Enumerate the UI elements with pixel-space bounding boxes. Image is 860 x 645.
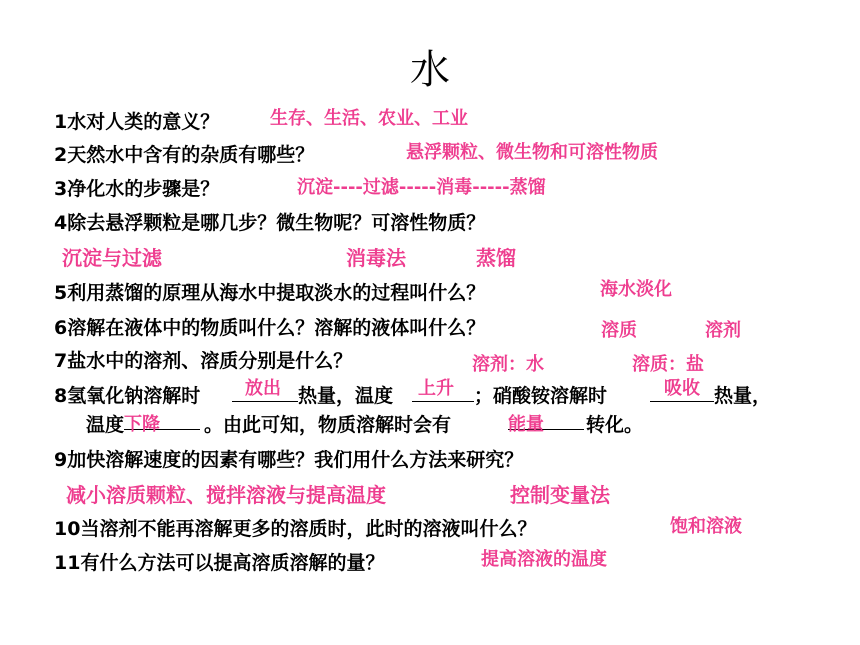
answer-4-microbes: 消毒法 — [346, 246, 406, 270]
answer-2: 悬浮颗粒、微生物和可溶性物质 — [406, 142, 658, 163]
question-2: 2天然水中含有的杂质有哪些？ — [54, 144, 315, 166]
answer-8-release: 放出 — [245, 378, 281, 399]
answer-9-method: 控制变量法 — [510, 483, 610, 507]
answer-1: 生存、生活、农业、工业 — [270, 108, 468, 129]
answer-4-soluble: 蒸馏 — [476, 246, 516, 270]
question-3: 3净化水的步骤是？ — [54, 178, 220, 200]
answer-8-rise: 上升 — [418, 378, 454, 399]
question-8-part-7: 转化。 — [586, 414, 644, 436]
page-title: 水 — [410, 47, 450, 93]
question-7: 7盐水中的溶剂、溶质分别是什么？ — [54, 350, 353, 372]
answer-3: 沉淀----过滤-----消毒-----蒸馏 — [297, 177, 546, 198]
question-10: 10当溶剂不能再溶解更多的溶质时，此时的溶液叫什么？ — [54, 518, 537, 540]
answer-8-energy: 能量 — [508, 414, 544, 435]
question-11: 11有什么方法可以提高溶质溶解的量？ — [54, 552, 385, 574]
question-8-part-6: 。由此可知，物质溶解时会有 — [204, 414, 452, 436]
question-1: 1水对人类的意义？ — [54, 111, 220, 133]
question-5: 5利用蒸馏的原理从海水中提取淡水的过程叫什么？ — [54, 282, 486, 304]
question-9: 9加快溶解速度的因素有哪些？我们用什么方法来研究？ — [54, 449, 524, 471]
answer-10: 饱和溶液 — [670, 516, 742, 537]
answer-7-solvent: 溶剂：水 — [472, 354, 544, 375]
answer-8-absorb: 吸收 — [664, 378, 700, 399]
question-4: 4除去悬浮颗粒是哪几步？微生物呢？可溶性物质？ — [54, 212, 486, 234]
answer-9-factors: 减小溶质颗粒、搅拌溶液与提高温度 — [66, 483, 386, 507]
answer-5: 海水淡化 — [600, 279, 672, 300]
answer-11: 提高溶液的温度 — [481, 549, 607, 570]
question-6: 6溶解在液体中的物质叫什么？溶解的液体叫什么？ — [54, 317, 486, 339]
question-8-part-4: 热量， — [714, 385, 772, 407]
answer-7-solute: 溶质：盐 — [632, 354, 704, 375]
answer-6-solute: 溶质 — [601, 320, 637, 341]
question-8-part-1: 8氢氧化钠溶解时 — [54, 385, 201, 407]
answer-4-suspended: 沉淀与过滤 — [62, 246, 162, 270]
answer-8-drop: 下降 — [124, 414, 160, 435]
question-8-part-5: 温度 — [86, 414, 125, 436]
answer-6-solvent: 溶剂 — [705, 320, 741, 341]
question-8-part-2: 热量，温度 — [298, 385, 394, 407]
question-8-part-3: ；硝酸铵溶解时 — [474, 385, 608, 407]
